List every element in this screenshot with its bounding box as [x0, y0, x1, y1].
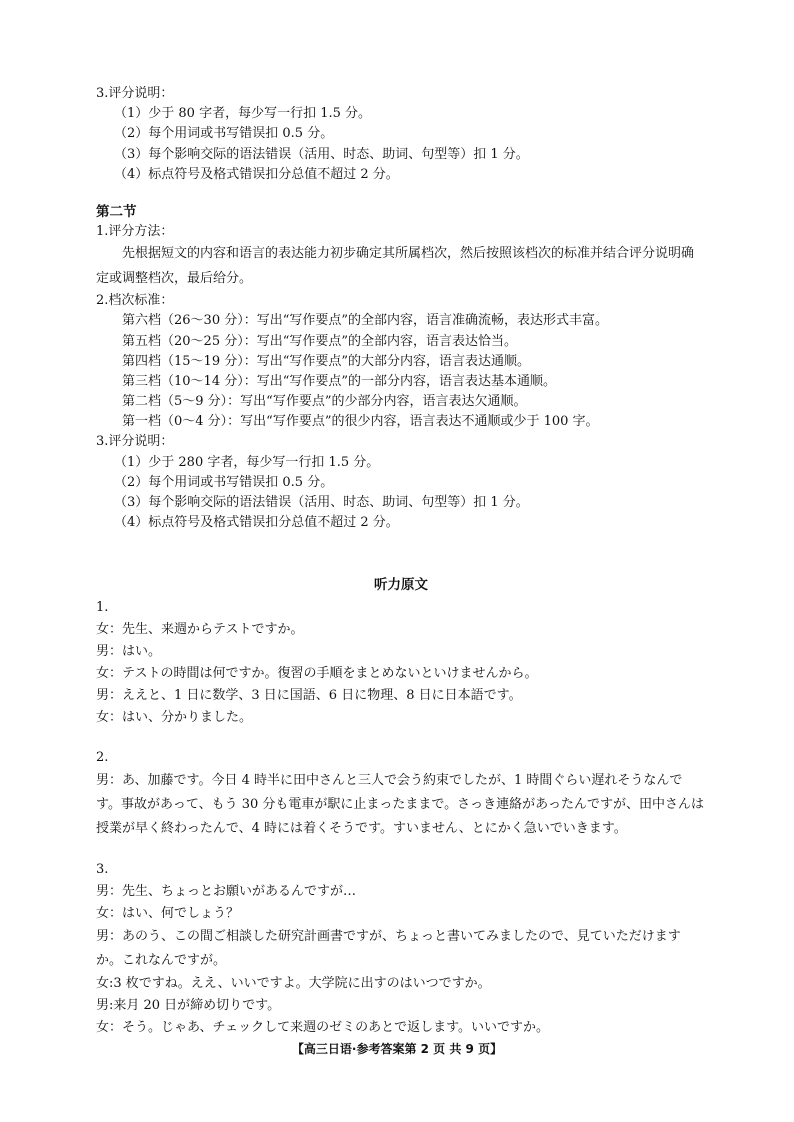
grade-item: 第一档（0～4 分）：写出“写作要点”的很少内容，语言表达不通顺或少于 100 字。: [122, 414, 599, 430]
question-3: [96, 859, 706, 1039]
grade-item: 第四档（15～19 分）：写出“写作要点”的大部分内容，语言表达通顺。: [122, 353, 531, 369]
writing-notes-part1: [96, 84, 706, 185]
dialogue-line: 男：あのう、この間ご相談した研究計画書ですが、ちょっと書いてみましたので、見ていただけますか。これなんですが。: [96, 929, 681, 969]
grade-item: 第六档（26～30 分）：写出“写作要点”的全部内容，语言准确流畅，表达形式丰富。: [122, 313, 609, 329]
answer-key-page: [96, 84, 706, 1039]
grade-item: 第五档（20～25 分）：写出“写作要点”的全部内容，语言表达恰当。: [122, 333, 518, 349]
section-title: 第二节: [96, 203, 137, 220]
note-item: （2）每个用词或书写错误扣 0.5 分。: [114, 126, 334, 142]
listening-script: [96, 573, 706, 1039]
method-heading: 1.评分方法：: [96, 224, 174, 240]
dialogue-line: 男：先生、ちょっとお願いがあるんですが…: [96, 884, 357, 900]
dialogue-line: 女：はい、分かりました。: [96, 710, 253, 726]
question-2: [96, 747, 706, 841]
note-item: （3）每个影响交际的语法错误（活用、时态、助词、句型等）扣 1 分。: [114, 495, 529, 510]
page-footer: 【高三日语·参考答案第 2 页 共 9 页】: [291, 1042, 503, 1056]
method-text: 先根据短文的内容和语言的表达能力初步确定其所属档次，然后按照该档次的标准并结合评分说明确定或调整档次，最后给分。: [96, 246, 695, 286]
dialogue-line: 女：先生、来週からテストですか。: [96, 622, 304, 638]
dialogue-line: 女：はい、何でしょう？: [96, 906, 240, 922]
question-number: 3.: [96, 862, 109, 878]
question-1: [96, 597, 706, 729]
dialogue-line: 女：テストの時間は何ですか。復習の手順をまとめないといけませんから。: [96, 666, 538, 682]
dialogue-line: 男：はい。: [96, 644, 162, 660]
note-item: （2）每个用词或书写错误扣 0.5 分。: [114, 474, 334, 490]
grade-heading: 2.档次标准：: [96, 293, 174, 309]
dialogue-line: 男:来月 20 日が締め切りです。: [96, 998, 281, 1014]
note-item: （4）标点符号及格式错误扣分总值不超过 2 分。: [114, 515, 399, 531]
question-number: 2.: [96, 750, 109, 766]
grade-item: 第三档（10～14 分）：写出“写作要点”的一部分内容，语言表达基本通顺。: [122, 373, 557, 389]
notes-heading: 3.评分说明：: [96, 86, 174, 101]
dialogue-line: 女：そう。じゃあ、チェックして来週のゼミのあとで返します。いいですか。: [96, 1020, 550, 1036]
monologue: 男：あ、加藤です。今日 4 時半に田中さんと三人で会う約束でしたが、1 時間ぐらい遅れそうなんです。事故があって、もう 30 分も電車が駅に止まったままで。さっき連絡があったんですが、田中さんは授業が早く終わったんで、4 時には着くそうです。すいません、とにかく急いでいきます。: [96, 773, 704, 837]
note-item: （1）少于 80 字者，每少写一行扣 1.5 分。: [114, 106, 372, 122]
section-2: [96, 202, 706, 533]
note-item: （3）每个影响交际的语法错误（活用、时态、助词、句型等）扣 1 分。: [114, 146, 529, 162]
listening-title: 听力原文: [374, 577, 428, 594]
dialogue-line: 女:3 枚ですね。ええ、いいですよ。大学院に出すのはいつですか。: [96, 976, 491, 992]
dialogue-line: 男：ええと、1 日に数学、3 日に国語、6 日に物理、8 日に日本語です。: [96, 688, 522, 704]
question-number: 1.: [96, 600, 109, 616]
note-item: （4）标点符号及格式错误扣分总值不超过 2 分。: [114, 166, 399, 182]
grade-item: 第二档（5～9 分）：写出“写作要点”的少部分内容，语言表达欠通顺。: [122, 394, 527, 410]
note-item: （1）少于 280 字者，每少写一行扣 1.5 分。: [114, 454, 380, 470]
notes-heading: 3.评分说明：: [96, 434, 174, 450]
